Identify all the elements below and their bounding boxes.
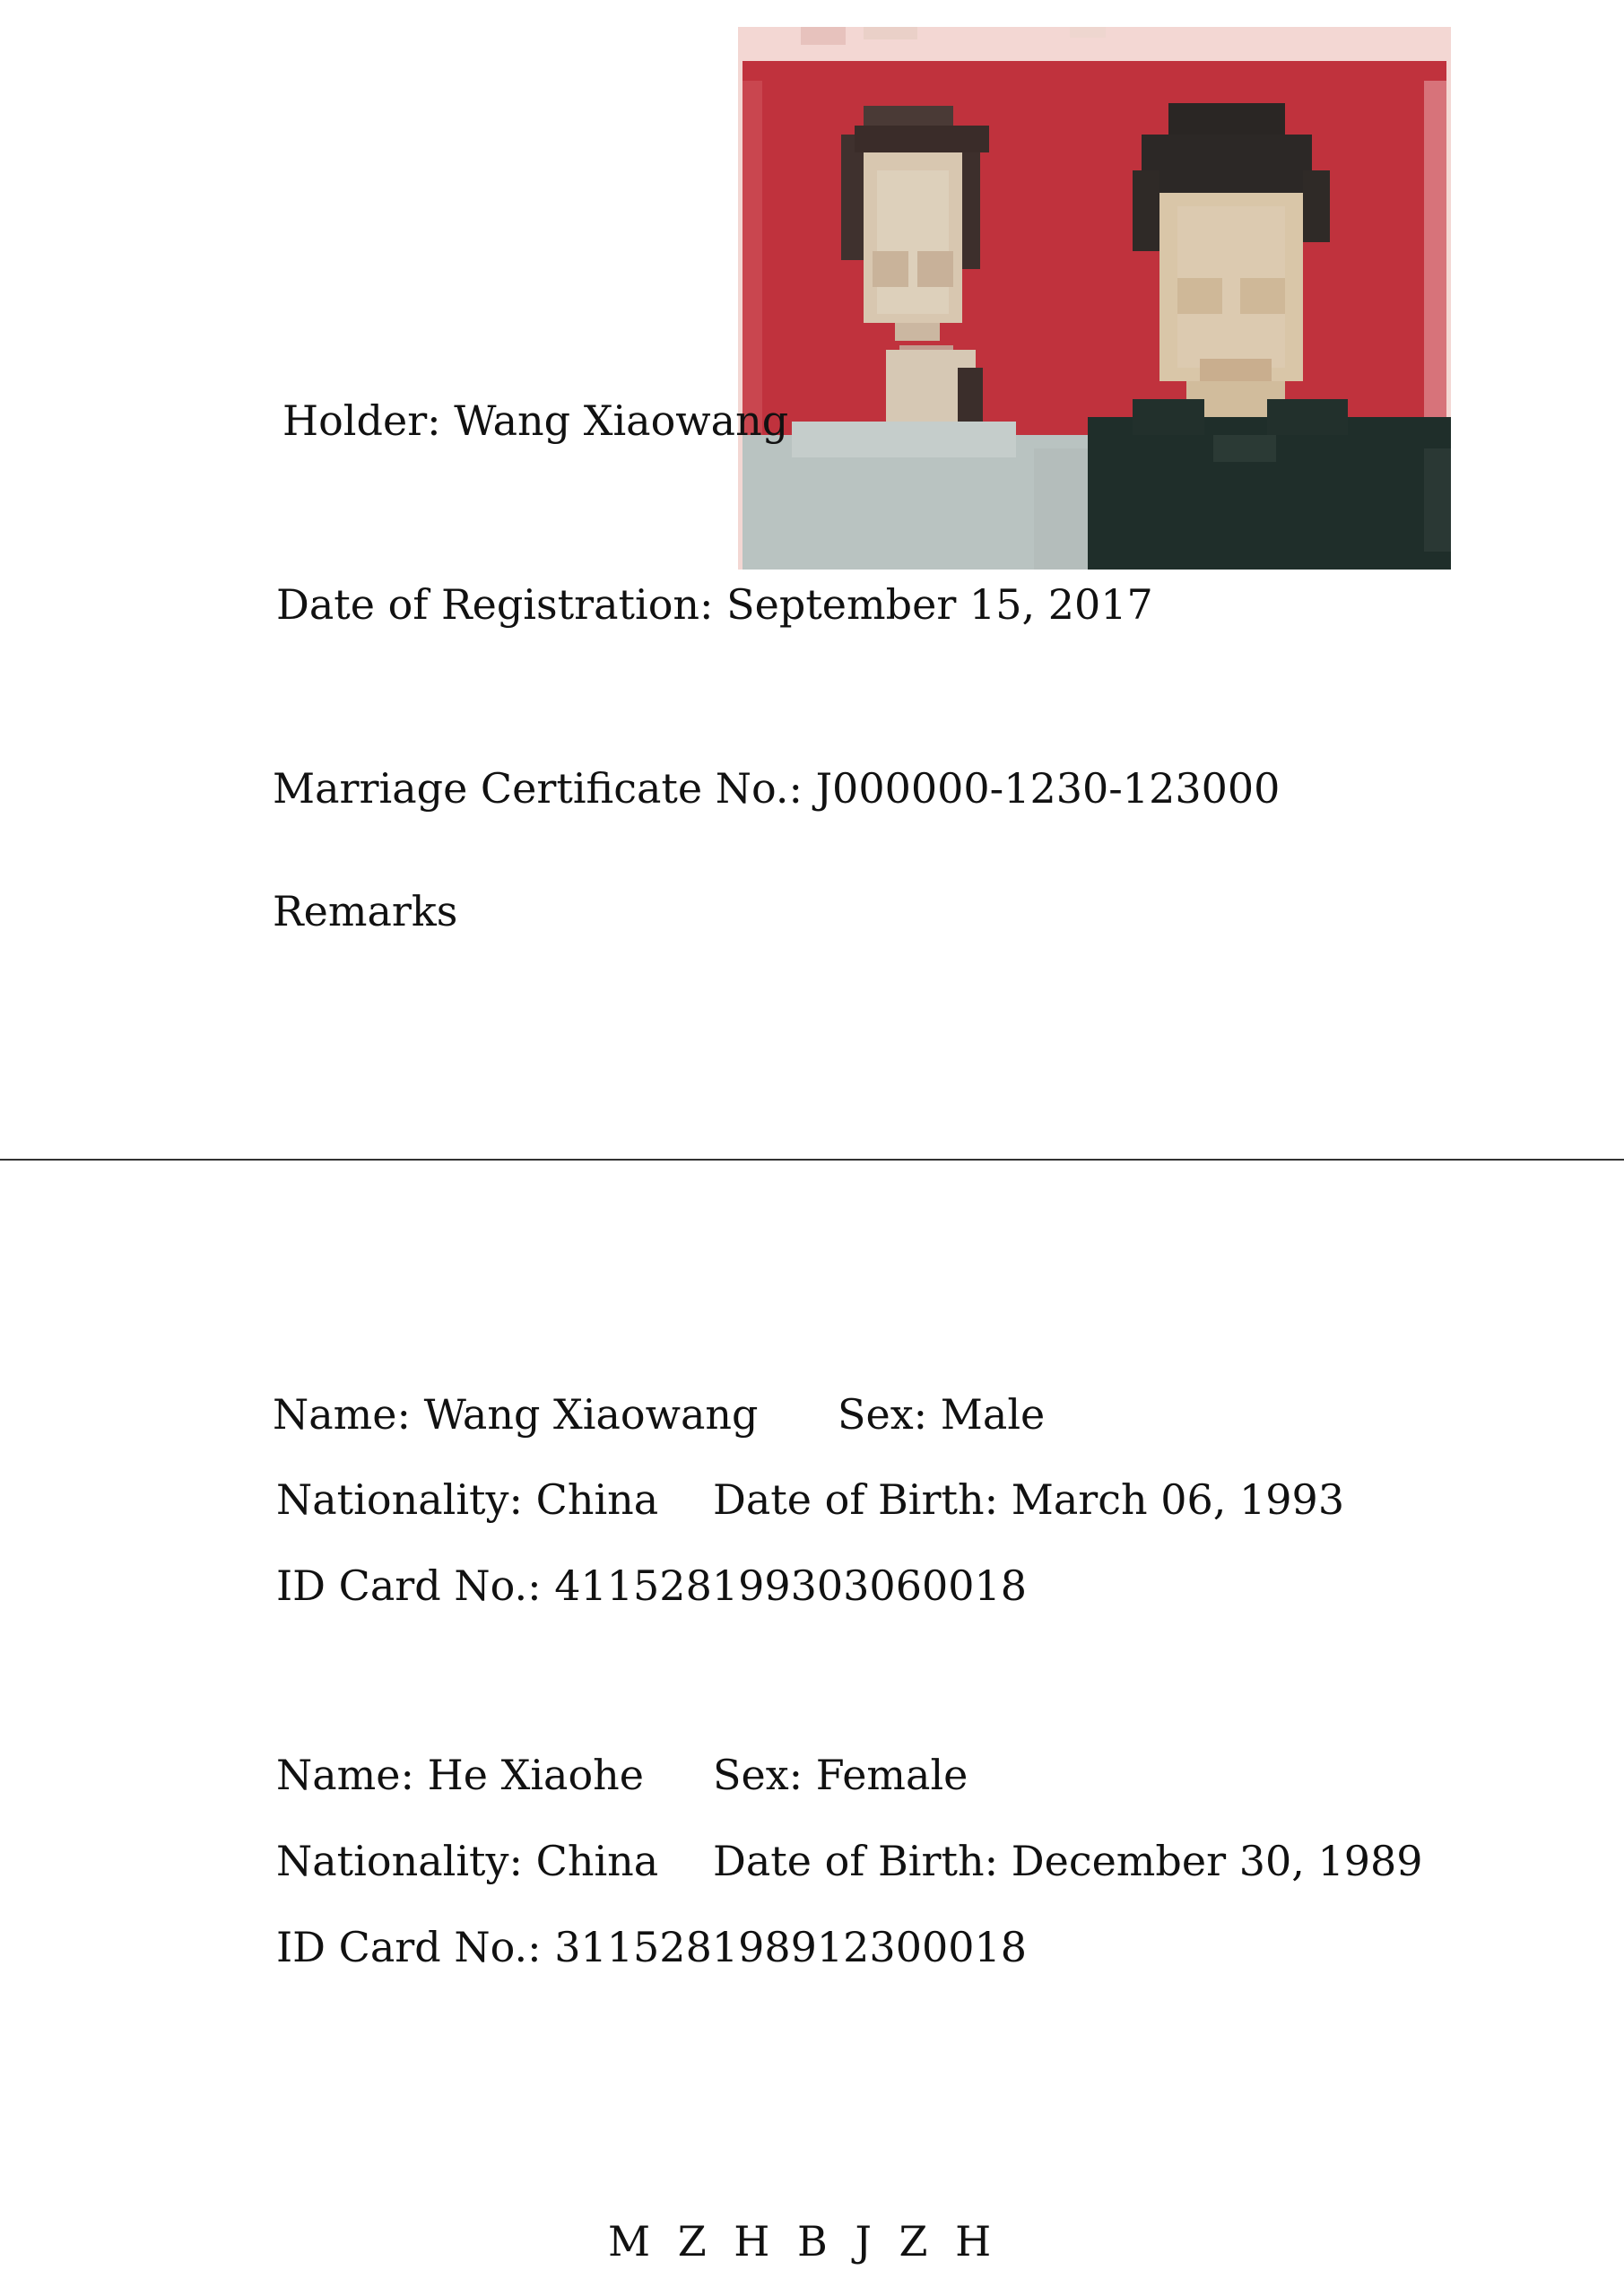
holder-2-sex: Sex: Female xyxy=(713,1751,968,1799)
registration-date: Date of Registration: September 15, 2017 xyxy=(276,580,1153,629)
holder-2-name: Name: He Xiaohe xyxy=(276,1751,645,1799)
holder-2-nationality: Nationality: China xyxy=(276,1837,659,1885)
holder-1-date-of-birth: Date of Birth: March 06, 1993 xyxy=(713,1475,1345,1524)
holder-1-id-card: ID Card No.: 411528199303060018 xyxy=(276,1561,1028,1610)
couple-photo xyxy=(738,27,1451,570)
page-divider xyxy=(0,1159,1624,1161)
holder-label: Holder: Wang Xiaowang xyxy=(282,396,789,445)
holder-1-nationality: Nationality: China xyxy=(276,1475,659,1524)
certificate-number: Marriage Certificate No.: J000000-1230-123000 xyxy=(273,764,1281,813)
holder-1-name: Name: Wang Xiaowang xyxy=(273,1390,759,1439)
holder-2-date-of-birth: Date of Birth: December 30, 1989 xyxy=(713,1837,1423,1885)
footer-code: M Z H B J Z H xyxy=(608,2217,999,2266)
holder-2-id-card: ID Card No.: 311528198912300018 xyxy=(276,1923,1028,1971)
holder-1-sex: Sex: Male xyxy=(838,1390,1046,1439)
remarks-label: Remarks xyxy=(273,887,458,935)
